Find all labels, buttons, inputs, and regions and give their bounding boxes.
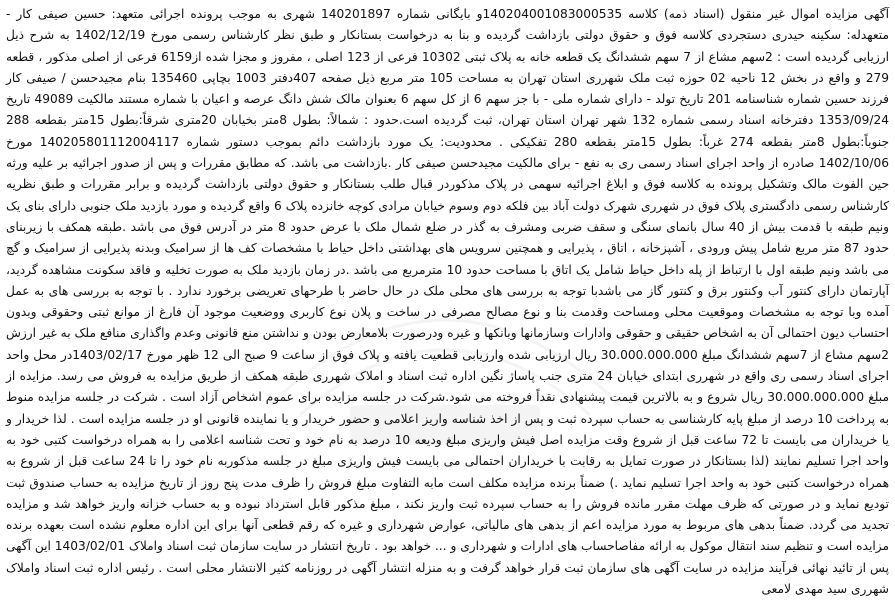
auction-notice-text: آگهی مزایده اموال غیر منقول (اسناد ذمه) کلاسه 140204001083000535و بایگانی شماره 140201897 شهری به موجب پرونده اجرائی متعهد: حسین صیفی کار - متعهدله: سکینه حیدری دستجردی کلاسه فوق و حقوق دولتی بازداشت گردیده و بنا به درخواست بستانکار و طبق نظر کارشناس رسمی مورخ 1402/12/19 به شرح ذیل ارزیابی گردیده است : 2سهم مشاع از 7 سهم ششدانگ یک قطعه خانه به پلاک ثبتی 10302 فرعی از 123 اصلی ، مفروز و مجزا شده از6159 فرعی از اصلی مذکور ، قطعه 279 و واقع در بخش 12 ناحیه 02 حوزه ثبت ملک شهرری استان تهران به مساحت 105 متر مربع ذیل صفحه 407دفتر 1003 بچاپی 135460 بنام مجیدحسن / صیفی کار فرزند حسین شماره شناسنامه 201 تاریخ تولد - دارای شماره ملی - با جز سهم 6 از کل سهم 6 بعنوان مالک شش دانگ عرصه و اعیان با شماره مستند مالکیت 49089 تاریخ 1353/09/24 دفترخانه اسناد رسمی شماره 132 شهر تهران استان تهران، ثبت گردیده است.حدود : شمالاً: بطول 8متر بخیابان 20متری شرقاً:بطول 15متر بقطعه 288 جنوباً:بطول 8متر بقطعه 274 غرباً: بطول 15متر بقطعه 280 تفکیکی . محدودیت: یک مورد بازداشت دائم بموجب دستور شماره 140205801112004117 مورخ 1402/10/06 صادره از واحد اجرای اسناد رسمی ری به نفع - برای مالکیت مجیدحسن صیفی کار .بازداشت می باشد. که مطابق مقررات و پس از صدور اجرائیه بر علیه ورثه حین الفوت مالک وتشکیل پرونده به کلاسه فوق و ابلاغ اجرائیه سهمی در پلاک مذکوردر قبال طلب بستانکار و حقوق دولتی بازداشت گردیده و برابر مقررات و طبق نظریه کارشناس رسمی دادگستری پلاک فوق در شهرری شهرک دولت آباد بین فلکه دوم وسوم خیابان مرادی کوچه خانزده پلاک 6 واقع گردیده و مورد بازدید ملک جنوبی دارای بنای یک ونیم طبقه با قدمت بیش از 40 سال بانمای سنگی و سقف ضربی ومشرف به گذر در ضلع شمال ملک با عرض حدود 8 متر در آدرس فوق می باشد .طبقه همکف با زیربنای حدود 87 متر مربع شامل پیش ورودی ، آشپزخانه ، اتاق ، پذیرایی و همچنین سرویس های بهداشتی داخل حیاط با مشخصات کف ها از سرامیک وبدنه پذیرایی از سرامیک و گچ می باشد ونیم طبقه اول با ارتباط از پله داخل حیاط شامل یک اتاق با مساحت حدود 10 مترمربع می باشد .در زمان بازدید ملک به صورت تخلیه و فاقد سکونت مشاهده گردید، آپارتمان دارای کنتور آب وکنتور برق و کنتور گاز می باشدبا توجه به بررسی های محلی ملک در حال حاضر با طرحهای تعریضی برخورد ندارد . با توجه به بررسی های به عمل آمده وبا توجه به مشخصات وموقعیت محلی ومساحت وقدمت بنا و نوع مصالح مصرفی در ساخت و پلان نوع کاربری ووضعیت موجود آن فارغ از موانع ثبتی وحقوقی وبدون احتساب دیون احتمالی آن به اشخاص حقیقی و حقوقی وادارات وسازمانها وبانکها و غیره ودرصورت بلامعارض بودن و نداشتن منع قانونی وعدم واگذاری منافع ملک به غیر ارزش 2سهم مشاع از 7سهم ششدانگ مبلغ 30.000.000.000 ریال ارزیابی شده وارزیابی قطعیت یافته و پلاک فوق از ساعت 9 صبح الی 12 ظهر مورخ 1403/02/17در محل واحد اجرای اسناد رسمی ری واقع در شهرری ابتدای خیابان 24 متری جنب پاساژ نگین اداره ثبت اسناد و املاک شهرری طبقه همکف از طریق مزایده به فروش می رسد. مزایده از مبلغ 30.000.000.000 ریال شروع و به بالاترین قیمت پیشنهادی نقداً فروخته می شود.شرکت در جلسه مزایده برای عموم اشخاص آزاد است . شرکت در جلسه مزایده منوط به پرداخت 10 درصد از مبلغ پایه کارشناسی به حساب سپرده ثبت و پس از اخذ شناسه واریز اعلامی و حضور خریدار و یا نماینده قانونی او در جلسه مزایده است . لذا خریدار و یا خریداران می بایست تا 72 ساعت قبل از شروع وقت مزایده اصل فیش واریزی مبلغ ودیعه 10 درصد به نام خود و تحت شناسه اعلامی را به همراه درخواست کتبی خود به واحد اجرا تسلیم نمایند (لذا بستانکار در صورت تمایل به رقابت با خریداران احتمالی می بایست فیش واریزی مبلغ در جلسه مذکوربه نام خود را تا 24 ساعت قبل از شروع به همراه درخواست کتبی خود به واحد اجرا تسلیم نماید .) ضمناً برنده مزایده مکلف است مابه التفاوت مبلغ فروش را ظرف مدت پنج روز از تاریخ مزایده به حساب صندوق ثبت تودیع نماید و در صورتی که ظرف مهلت مقرر مانده فروش را به حساب سپرده ثبت واریز نکند ، مبلغ مذکور قابل استرداد نبوده و به حساب خزانه واریز خواهد شد و مزایده تجدید می گردد. ضمناً بدهی های مربوط به مورد مزایده اعم از بدهی های مالیاتی، عوارض شهرداری و غیره که رقم قطعی آنها برای این اداره معلوم نشده است بعهده برنده مزایده است و تنظیم سند انتقال موکول به ارائه مفاصاحساب های ادارات و شهرداری و ... خواهد بود . تاریخ انتشار در سایت سازمان ثبت اسناد واملاک 1403/02/01 این آگهی پس از تائید نهائی فرآیند مزایده در سایت آگهی های سازمان ثبت قرار خواهد گرفت و به منزله انتشار آگهی در روزنامه کثیر الانتشار محلی است . رئیس اداره ثبت اسناد واملاک شهرری سید مهدی لامعی: [6, 7, 890, 597]
